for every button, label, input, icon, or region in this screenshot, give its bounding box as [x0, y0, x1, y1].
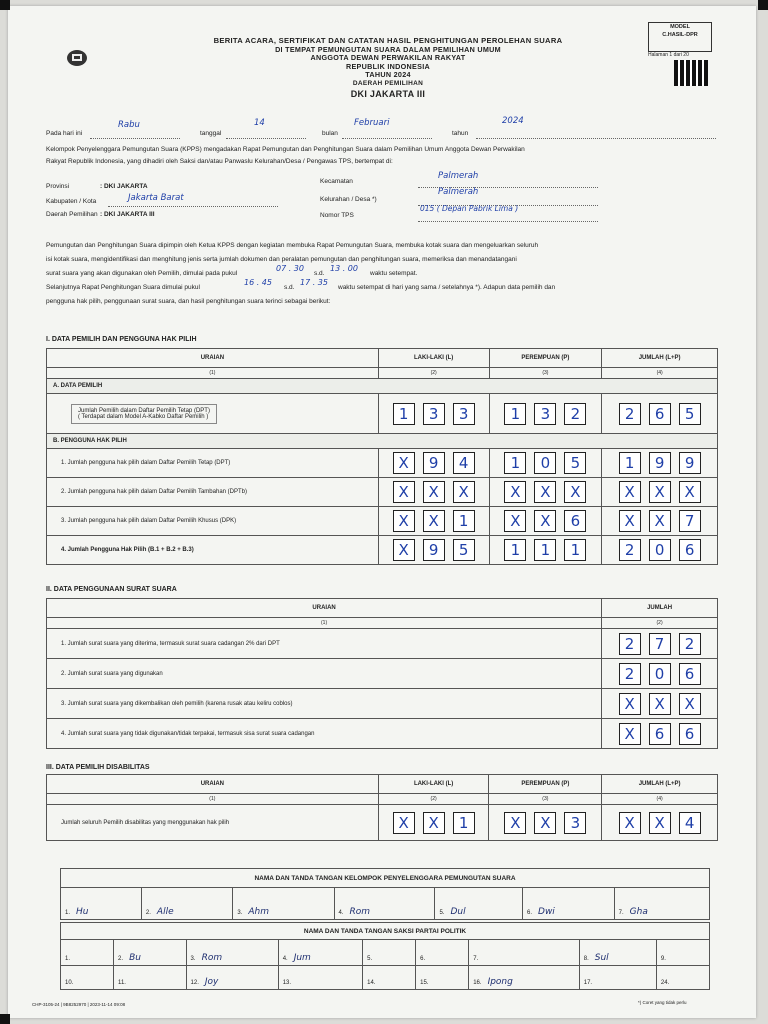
s3-perempuan-digits	[489, 812, 601, 834]
header-jumlah: JUMLAH (L+P)	[602, 349, 718, 368]
hari-value: Rabu	[118, 120, 140, 130]
s2-header-uraian: URAIAN	[47, 599, 602, 618]
signature-cell	[523, 888, 615, 920]
provinsi-value: : DKI JAKARTA	[100, 183, 148, 190]
signature-number: 4.	[338, 910, 344, 916]
daerah-label: Daerah Pemilihan	[46, 211, 98, 218]
s3-row-label: Jumlah seluruh Pemilih disabilitas yang menggunakan hak pilih	[47, 805, 379, 841]
signature-cell	[656, 966, 709, 990]
digit-box[interactable]: X	[679, 481, 701, 503]
s3-header-jumlah: JUMLAH (L+P)	[602, 775, 718, 794]
s3-header-uraian: URAIAN	[47, 775, 379, 794]
section-3-title: III. DATA PEMILIH DISABILITAS	[46, 764, 150, 771]
digit-box[interactable]: 0	[534, 452, 556, 474]
row-label: 1. Jumlah surat suara yang diterima, termasuk surat suara cadangan 2% dari DPT	[47, 629, 602, 659]
signature-mark: Rom	[201, 953, 223, 963]
subheader-3: (3)	[489, 368, 602, 379]
paragraph-line-4a: Selanjutnya Rapat Penghitungan Suara dimulai pukul	[46, 284, 200, 291]
digit-group	[490, 481, 602, 503]
digit-box[interactable]: 1	[504, 403, 526, 425]
tanggal-underline	[226, 129, 306, 139]
subheader-4: (4)	[602, 368, 718, 379]
table-row	[47, 507, 718, 536]
title-line: DI TEMPAT PEMUNGUTAN SUARA DALAM PEMILIHAN UMUM	[275, 44, 501, 54]
header-laki: LAKI-LAKI (L)	[378, 349, 489, 368]
signature-mark: Ahm	[248, 907, 269, 917]
s2-header-jumlah: JUMLAH	[602, 599, 718, 618]
tahun-underline	[476, 129, 716, 139]
header-uraian: URAIAN	[47, 349, 379, 368]
document-page	[8, 6, 756, 1018]
row-a-label	[47, 394, 379, 434]
signature-number: 3.	[237, 910, 243, 916]
row-a-jumlah-digits	[602, 403, 717, 425]
digit-box[interactable]: 1	[453, 812, 475, 834]
model-label: MODEL	[670, 24, 690, 30]
s3-laki-digits	[379, 812, 489, 834]
digit-group	[490, 452, 602, 474]
signature-mark: Rom	[349, 907, 371, 917]
row-a-perempuan-digits	[490, 403, 602, 425]
digit-box[interactable]: 1	[534, 539, 556, 561]
digit-box[interactable]: 4	[453, 452, 475, 474]
signature-number: 11.	[118, 980, 126, 986]
digit-box[interactable]: 6	[564, 510, 586, 532]
tps-value: 015 ( Depan Pabrik Lima )	[420, 204, 519, 213]
signature-mark: Ipong	[487, 977, 513, 987]
digit-box[interactable]: X	[504, 510, 526, 532]
digit-box[interactable]: 1	[564, 539, 586, 561]
daerah-pemilihan-value: DKI JAKARTA III	[350, 89, 426, 99]
digit-box[interactable]: X	[423, 481, 445, 503]
kelurahan-value: Palmerah	[438, 187, 479, 197]
s3-subheader-1: (1)	[47, 794, 379, 805]
signature-cell	[435, 888, 523, 920]
signature-mark: Alle	[156, 907, 174, 917]
signature-cell	[186, 966, 278, 990]
tanggal-label: tanggal	[200, 130, 222, 137]
subheader-2: (2)	[378, 368, 489, 379]
digit-box[interactable]: 6	[649, 403, 671, 425]
digit-box[interactable]: 5	[679, 403, 701, 425]
signature-number: 7.	[473, 956, 479, 962]
row-label: 2. Jumlah surat suara yang digunakan	[47, 659, 602, 689]
s3-subheader-2: (2)	[378, 794, 489, 805]
signature-number: 1.	[65, 910, 71, 916]
signature-number: 5.	[439, 910, 445, 916]
signature-number: 7.	[618, 910, 624, 916]
tahun-value: 2024	[502, 116, 524, 126]
s3-header-laki: LAKI-LAKI (L)	[378, 775, 489, 794]
section-3-table	[46, 774, 718, 841]
signature-mark: Dwi	[538, 907, 555, 917]
digit-box[interactable]: 5	[564, 452, 586, 474]
signature-number: 2.	[118, 956, 124, 962]
digit-box[interactable]: 6	[679, 539, 701, 561]
digit-box[interactable]: X	[534, 812, 556, 834]
s2-subheader-1: (1)	[47, 618, 602, 629]
provinsi-label: Provinsi	[46, 183, 70, 190]
signature-mark: Bu	[129, 953, 141, 963]
digit-box[interactable]: X	[534, 481, 556, 503]
digit-box[interactable]: 2	[619, 663, 641, 685]
digit-box[interactable]: X	[619, 693, 641, 715]
digit-box[interactable]: X	[649, 693, 671, 715]
tps-underline	[418, 212, 598, 222]
tps-label: Nomor TPS	[320, 212, 354, 219]
table-row	[47, 689, 718, 719]
signature-number: 3.	[190, 956, 196, 962]
digit-box[interactable]: X	[649, 812, 671, 834]
signature-cell	[334, 888, 435, 920]
digit-box[interactable]: X	[619, 723, 641, 745]
signature-cell	[416, 966, 469, 990]
digit-box[interactable]: X	[619, 812, 641, 834]
digit-box[interactable]: 2	[619, 403, 641, 425]
digit-box[interactable]: 6	[679, 723, 701, 745]
digit-box[interactable]: 7	[649, 633, 671, 655]
hari-underline	[90, 129, 180, 139]
digit-box[interactable]: X	[679, 693, 701, 715]
title-line: BERITA ACARA, SERTIFIKAT DAN CATATAN HASIL PENGHITUNGAN PEROLEHAN SUARA	[213, 36, 563, 45]
signature-cell	[469, 940, 580, 966]
title-line: TAHUN 2024	[365, 70, 411, 79]
digit-box[interactable]: 9	[679, 452, 701, 474]
paragraph-line-3b: waktu setempat.	[370, 270, 418, 277]
digit-box[interactable]: 3	[423, 403, 445, 425]
tahun-label: tahun	[452, 130, 469, 137]
table-row	[47, 659, 718, 689]
digit-box[interactable]: 6	[649, 723, 671, 745]
digit-box[interactable]: 7	[679, 510, 701, 532]
digit-group	[379, 539, 489, 561]
qr-code-icon	[674, 60, 708, 86]
title-line: REPUBLIK INDONESIA	[345, 61, 431, 71]
digit-group	[602, 663, 717, 685]
row-label: 1. Jumlah pengguna hak pilih dalam Daftar Pemilih Tetap (DPT)	[47, 449, 379, 478]
section-2-table	[46, 598, 718, 749]
digit-box[interactable]: X	[504, 481, 526, 503]
digit-box[interactable]: 2	[679, 633, 701, 655]
header-perempuan: PEREMPUAN (P)	[489, 349, 602, 368]
sd-label: s.d.	[314, 270, 325, 277]
digit-box[interactable]: 0	[649, 539, 671, 561]
daerah-value: : DKI JAKARTA III	[100, 211, 155, 218]
signature-cell	[579, 940, 656, 966]
digit-box[interactable]: 1	[504, 452, 526, 474]
signature-mark: Sul	[594, 953, 609, 963]
digit-box[interactable]: 1	[453, 510, 475, 532]
signature-cell	[579, 966, 656, 990]
garuda-logo-icon	[64, 44, 90, 70]
signature-mark: Gha	[629, 907, 648, 917]
sd-label-2: s.d.	[284, 284, 295, 291]
digit-box[interactable]: X	[453, 481, 475, 503]
row-label: 3. Jumlah surat suara yang dikembalikan oleh pemilih (karena rusak atau keliru coblos)	[47, 689, 602, 719]
kabupaten-label: Kabupaten / Kota	[46, 198, 97, 205]
signature-cell	[656, 940, 709, 966]
digit-group	[602, 723, 717, 745]
signature-number: 17.	[583, 980, 593, 986]
start-time-value: 07 . 30	[276, 264, 304, 273]
digit-box[interactable]: 3	[534, 403, 556, 425]
signature-cell	[186, 940, 278, 966]
signature-number: 4.	[282, 956, 288, 962]
signature-cell	[363, 966, 416, 990]
digit-box[interactable]: 3	[564, 812, 586, 834]
table-row	[47, 629, 718, 659]
saksi-signature-title: NAMA DAN TANDA TANGAN SAKSI PARTAI POLITIK	[61, 923, 710, 940]
digit-box[interactable]: 9	[649, 452, 671, 474]
signature-number: 12.	[190, 980, 199, 986]
signature-number: 5.	[367, 956, 373, 962]
row-a-laki-digits	[379, 403, 489, 425]
signature-cell	[278, 966, 362, 990]
signature-number: 2.	[145, 910, 151, 916]
digit-box[interactable]: 2	[564, 403, 586, 425]
digit-box[interactable]: X	[534, 510, 556, 532]
corner-marker-icon	[0, 1014, 10, 1024]
digit-box[interactable]: 6	[679, 663, 701, 685]
digit-box[interactable]: 9	[423, 452, 445, 474]
signature-mark: Joy	[204, 977, 219, 987]
row-a-line-1: Jumlah Pemilih dalam Daftar Pemilih Tetap (DPT)	[78, 407, 210, 414]
group-b-title: B. PENGGUNA HAK PILIH	[47, 434, 718, 449]
bulan-underline	[342, 129, 432, 139]
paragraph-line-3a: surat suara yang akan digunakan oleh Pemilih, dimulai pada pukul	[46, 270, 238, 277]
signature-number: 8.	[583, 956, 589, 962]
intro-line-2: Rakyat Republik Indonesia, yang dihadiri oleh Saksi dan/atau Panwaslu Kelurahan/Desa / Pengawas TPS, bertempat di:	[46, 158, 393, 165]
section-1-table	[46, 348, 718, 565]
digit-box[interactable]: 1	[504, 539, 526, 561]
table-row	[47, 449, 718, 478]
signature-number: 24.	[660, 980, 670, 986]
digit-box[interactable]: 3	[453, 403, 475, 425]
paragraph-line-4b: waktu setempat di hari yang sama / setelahnya *). Adapun data pemilih dan	[338, 284, 556, 291]
page-number: Halaman 1 dari 20	[648, 52, 689, 58]
digit-group	[602, 481, 717, 503]
kelurahan-label: Kelurahan / Desa *)	[320, 196, 377, 203]
digit-group	[602, 452, 717, 474]
signature-cell	[233, 888, 334, 920]
signature-cell	[278, 940, 362, 966]
signature-cell	[141, 888, 232, 920]
bulan-label: bulan	[322, 130, 338, 137]
paragraph-line-1: Pemungutan dan Penghitungan Suara dipimpin oleh Ketua KPPS dengan kegiatan membuka Rapat Pemungutan Suara, membuka kotak suara dan mengeluarkan seluruh	[46, 242, 539, 249]
s3-subheader-4: (4)	[602, 794, 718, 805]
signature-cell	[469, 966, 580, 990]
digit-group	[490, 539, 602, 561]
signature-mark: Hu	[76, 907, 89, 917]
digit-group	[379, 510, 489, 532]
digit-box[interactable]: X	[393, 812, 415, 834]
pada-hari-ini-label: Pada hari ini	[46, 130, 83, 137]
signature-number: 6.	[420, 956, 426, 962]
saksi-signature-table	[60, 922, 710, 990]
signature-number: 6.	[527, 910, 533, 916]
signature-cell	[61, 940, 114, 966]
digit-box[interactable]: 0	[649, 663, 671, 685]
signature-number: 16.	[473, 980, 482, 986]
section-2-title: II. DATA PENGGUNAAN SURAT SUARA	[46, 586, 177, 593]
row-a-line-2: ( Terdapat dalam Model A-Kabko Daftar Pemilih )	[78, 413, 209, 420]
paragraph-line-2: isi kotak suara, mengidentifikasi dan menghitung jenis serta jumlah dokumen dan peralatan pemungutan dan penghitungan suara, memeriksa dan menandatangani	[46, 256, 517, 263]
digit-box[interactable]: X	[619, 481, 641, 503]
kpps-signature-table	[60, 868, 710, 920]
digit-group	[379, 481, 489, 503]
subheader-1: (1)	[47, 368, 379, 379]
group-a-title: A. DATA PEMILIH	[47, 379, 718, 394]
digit-group	[602, 633, 717, 655]
digit-box[interactable]: X	[619, 510, 641, 532]
tanggal-value: 14	[254, 118, 265, 128]
signature-number: 14.	[367, 980, 376, 986]
digit-group	[490, 510, 602, 532]
digit-box[interactable]: 2	[619, 633, 641, 655]
signature-number: 9.	[660, 956, 666, 962]
row-label: 2. Jumlah pengguna hak pilih dalam Daftar Pemilih Tambahan (DPTb)	[47, 478, 379, 507]
kecamatan-label: Kecamatan	[320, 178, 353, 185]
digit-box[interactable]: X	[649, 481, 671, 503]
digit-group	[602, 693, 717, 715]
model-code: C.HASIL-DPR	[662, 32, 698, 38]
model-badge	[648, 22, 712, 52]
row-label: 4. Jumlah Pengguna Hak Pilih (B.1 + B.2 + B.3)	[47, 536, 379, 565]
digit-box[interactable]: X	[504, 812, 526, 834]
kecamatan-value: Palmerah	[438, 171, 479, 181]
s3-subheader-3: (3)	[489, 794, 602, 805]
signature-number: 13.	[282, 980, 292, 986]
corner-marker-icon	[758, 0, 768, 10]
digit-box[interactable]: X	[393, 539, 415, 561]
signature-cell	[114, 966, 187, 990]
s3-jumlah-digits	[602, 812, 717, 834]
table-row	[47, 719, 718, 749]
signature-mark: Dul	[450, 907, 466, 917]
s2-subheader-2: (2)	[602, 618, 718, 629]
digit-box[interactable]: 2	[619, 539, 641, 561]
digit-group	[379, 452, 489, 474]
footer-note: *) Coret yang tidak perlu	[638, 1000, 687, 1005]
signature-cell	[114, 940, 187, 966]
signature-number: 15.	[420, 980, 429, 986]
digit-group	[602, 539, 717, 561]
signature-mark: Jum	[293, 953, 311, 963]
digit-box[interactable]: X	[393, 510, 415, 532]
start2-value: 16 . 45	[244, 278, 272, 287]
digit-box[interactable]: X	[564, 481, 586, 503]
kpps-signature-title: NAMA DAN TANDA TANGAN KELOMPOK PENYELENGGARA PEMUNGUTAN SUARA	[61, 869, 710, 888]
section-1-title: I. DATA PEMILIH DAN PENGGUNA HAK PILIH	[46, 336, 197, 343]
digit-box[interactable]: X	[423, 812, 445, 834]
row-label: 4. Jumlah surat suara yang tidak digunakan/tidak terpakai, termasuk sisa surat suara cadangan	[47, 719, 602, 749]
signature-number: 1.	[65, 956, 71, 962]
row-label: 3. Jumlah pengguna hak pilih dalam Daftar Pemilih Khusus (DPK)	[47, 507, 379, 536]
digit-box[interactable]: 4	[679, 812, 701, 834]
s3-header-perempuan: PEREMPUAN (P)	[489, 775, 602, 794]
digit-box[interactable]: X	[393, 452, 415, 474]
footer-code: CHP-3105-24 | 9B8252970 | 2023-11-14 09:08	[32, 1002, 126, 1007]
signature-cell	[416, 940, 469, 966]
bulan-value: Februari	[354, 118, 390, 128]
intro-line-1: Kelompok Penyelenggara Pemungutan Suara (KPPS) mengadakan Rapat Pemungutan dan Penghitungan Suara dalam Pemilihan Umum Anggota Dewan Perwakilan	[46, 146, 525, 153]
digit-box[interactable]: 1	[619, 452, 641, 474]
signature-cell	[363, 940, 416, 966]
table-row	[47, 478, 718, 507]
digit-box[interactable]: X	[423, 510, 445, 532]
end2-value: 17 . 35	[300, 278, 328, 287]
digit-box[interactable]: X	[649, 510, 671, 532]
kabupaten-value: Jakarta Barat	[128, 193, 184, 203]
table-row	[47, 536, 718, 565]
digit-box[interactable]: 1	[393, 403, 415, 425]
digit-box[interactable]: 9	[423, 539, 445, 561]
signature-cell	[614, 888, 709, 920]
end-time-value: 13 . 00	[330, 264, 358, 273]
signature-cell	[61, 966, 114, 990]
digit-group	[602, 510, 717, 532]
corner-marker-icon	[0, 0, 10, 10]
paragraph-line-5: pengguna hak pilih, penggunaan surat suara, dan hasil penghitungan suara terinci sebagai berikut:	[46, 298, 331, 305]
daerah-pemilihan-label: DAERAH PEMILIHAN	[352, 80, 424, 87]
digit-box[interactable]: X	[393, 481, 415, 503]
digit-box[interactable]: 5	[453, 539, 475, 561]
title-line: ANGGOTA DEWAN PERWAKILAN RAKYAT	[310, 53, 466, 62]
signature-cell	[61, 888, 142, 920]
signature-number: 10.	[65, 980, 74, 986]
